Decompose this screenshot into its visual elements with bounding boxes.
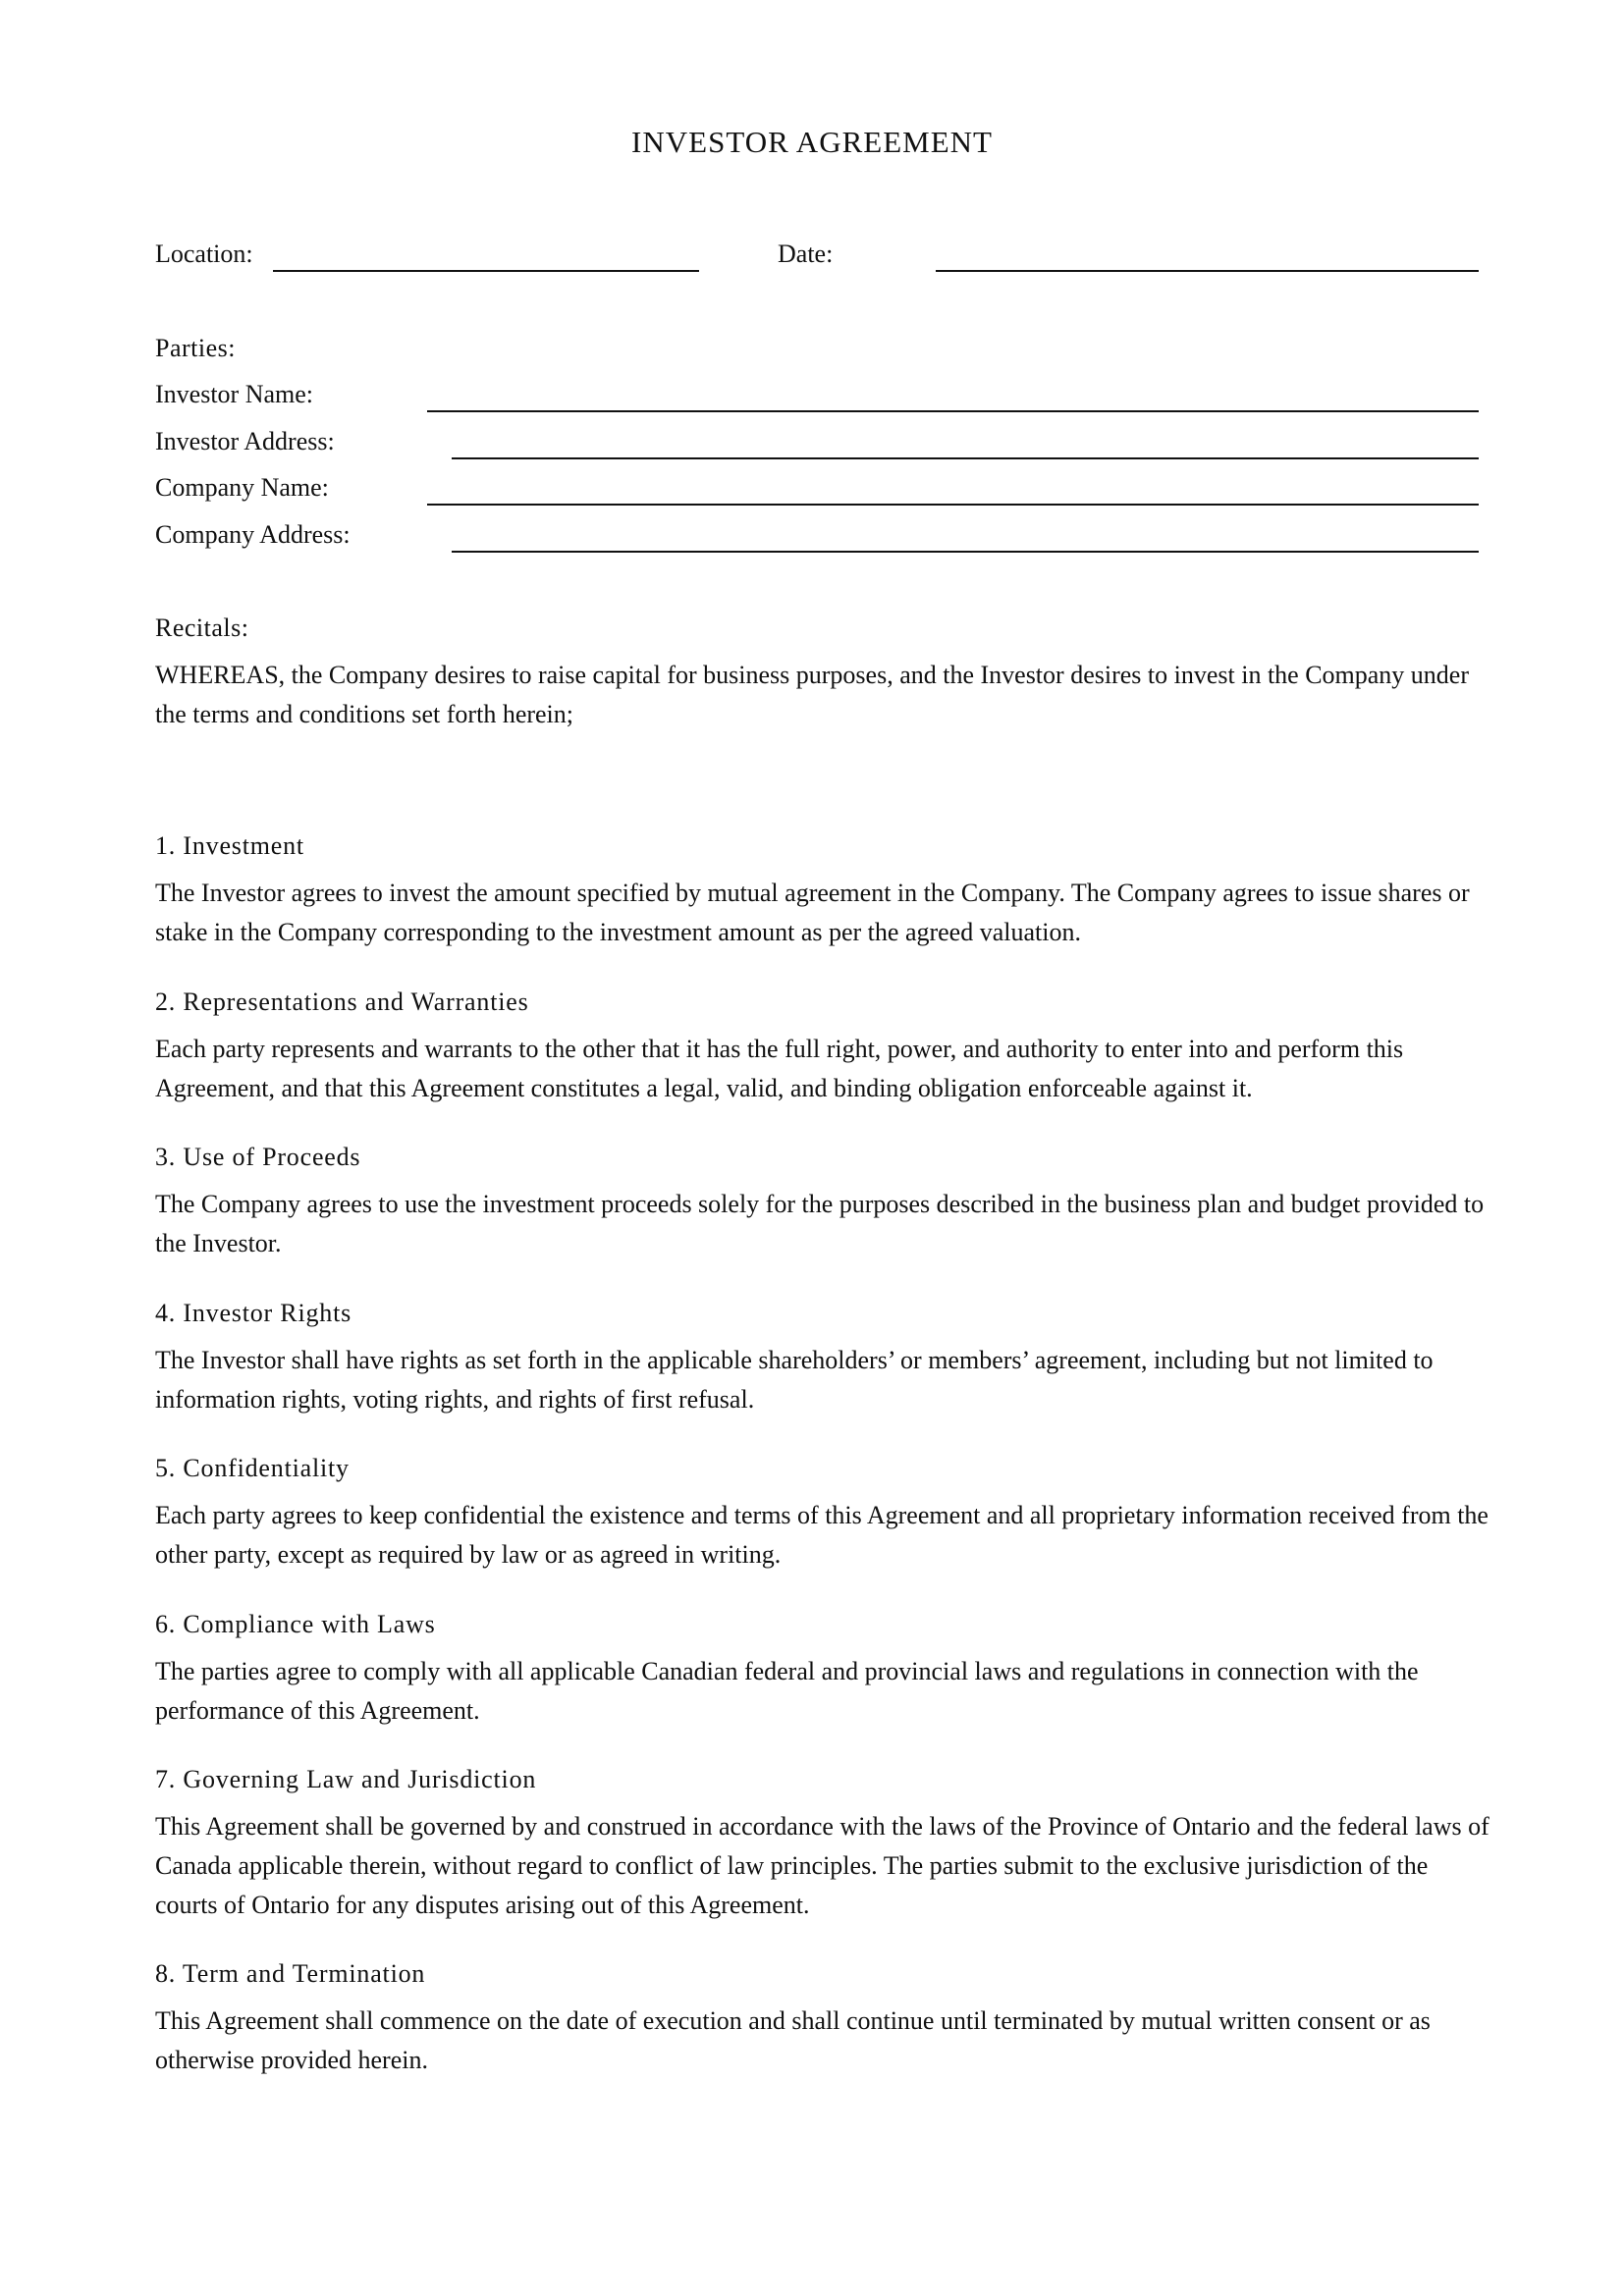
document-title: INVESTOR AGREEMENT xyxy=(631,125,993,159)
section-heading: 5. Confidentiality xyxy=(155,1454,350,1482)
section-text: The parties agree to comply with all applicable Canadian federal and provincial laws and regulations in connection with the performance of this Agreement. xyxy=(155,1657,1419,1725)
section-text: The Company agrees to use the investment proceeds solely for the purposes described in the business plan and budget provided to the Investor. xyxy=(155,1190,1485,1257)
section-text: The Investor agrees to invest the amount specified by mutual agreement in the Company. The Company agrees to issue shares or stake in the Company corresponding to the investment amount as per the agreed valuation. xyxy=(155,879,1470,946)
section-heading: 2. Representations and Warranties xyxy=(155,988,529,1016)
location-label: Location: xyxy=(155,240,253,268)
section-heading: 6. Compliance with Laws xyxy=(155,1610,436,1638)
date-label: Date: xyxy=(778,240,834,268)
investor-address-blank-line[interactable] xyxy=(452,457,1479,459)
location-blank-line[interactable] xyxy=(273,270,699,272)
section-text: The Investor shall have rights as set forth in the applicable shareholders’ or members’ agreement, including but not limited to information rights, voting rights, and rights of first refusal. xyxy=(155,1346,1434,1414)
recitals-text: WHEREAS, the Company desires to raise capital for business purposes, and the Investor desires to invest in the Company under the terms and conditions set forth herein; xyxy=(155,661,1470,728)
recitals-heading: Recitals: xyxy=(155,614,249,642)
company-address-blank-line[interactable] xyxy=(452,551,1479,553)
company-name-blank-line[interactable] xyxy=(427,504,1479,506)
section-text: This Agreement shall be governed by and construed in accordance with the laws of the Province of Ontario and the federal laws of Canada applicable therein, without regard to conflict of law principles. The parties submit to the exclusive jurisdiction of the courts of Ontario for any disputes arising out of this Agreement. xyxy=(155,1812,1489,1919)
section-heading: 7. Governing Law and Jurisdiction xyxy=(155,1765,537,1793)
investor-address-label: Investor Address: xyxy=(155,427,335,455)
company-name-label: Company Name: xyxy=(155,473,329,502)
section-text: Each party represents and warrants to the other that it has the full right, power, and authority to enter into and perform this Agreement, and that this Agreement constitutes a legal, valid, and binding obligation enforceable against it. xyxy=(155,1035,1404,1102)
section-heading: 8. Term and Termination xyxy=(155,1959,426,1988)
date-blank-line[interactable] xyxy=(936,270,1479,272)
section-text: This Agreement shall commence on the date of execution and shall continue until terminated by mutual written consent or as otherwise provided herein. xyxy=(155,2006,1431,2074)
investor-name-label: Investor Name: xyxy=(155,380,314,408)
company-address-label: Company Address: xyxy=(155,520,351,549)
section-heading: 3. Use of Proceeds xyxy=(155,1143,361,1171)
parties-heading: Parties: xyxy=(155,334,236,362)
section-heading: 4. Investor Rights xyxy=(155,1299,352,1327)
section-text: Each party agrees to keep confidential the existence and terms of this Agreement and all proprietary information received from the other party, except as required by law or as agreed in writing. xyxy=(155,1501,1489,1569)
section-heading: 1. Investment xyxy=(155,831,304,860)
investor-name-blank-line[interactable] xyxy=(427,410,1479,412)
